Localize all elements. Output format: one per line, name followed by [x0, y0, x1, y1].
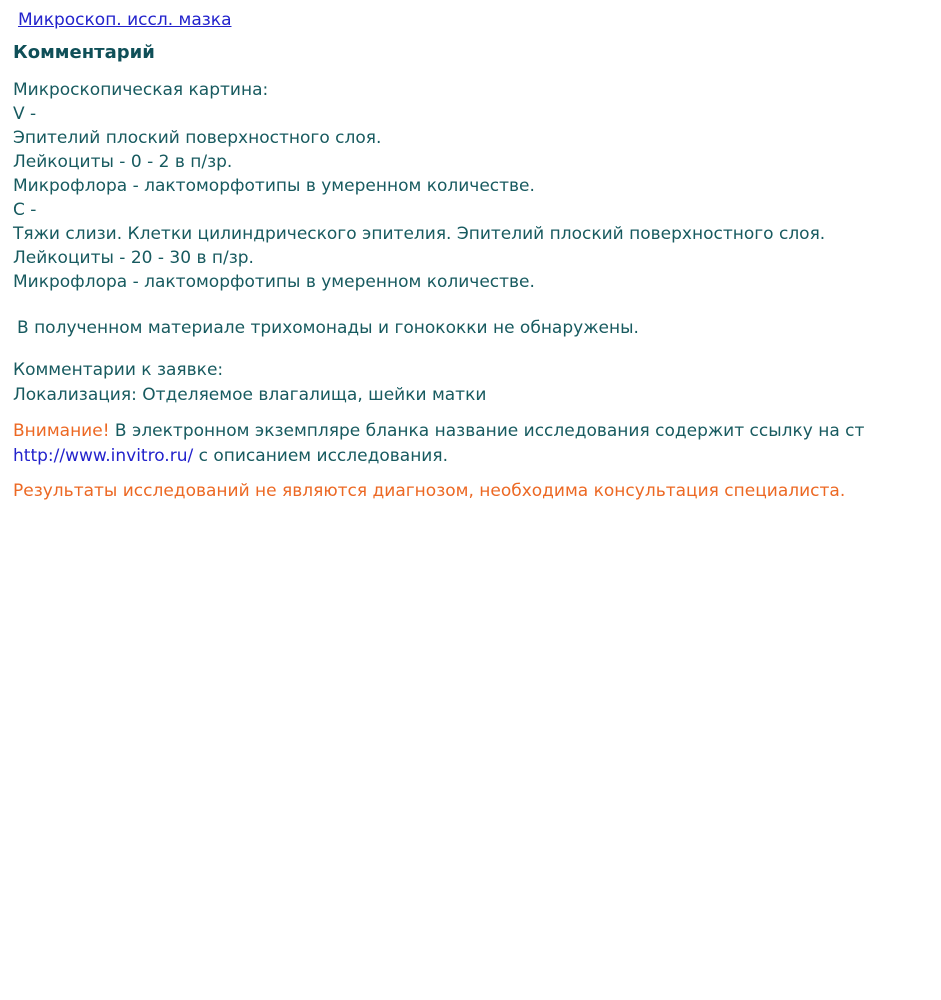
- attention-link-suffix: с описанием исследования.: [198, 446, 448, 466]
- test-name-link[interactable]: Микроскоп. иссл. мазка: [18, 10, 232, 30]
- attention-text: В электронном экземпляре бланка название исследования содержит ссылку на ст: [114, 421, 865, 441]
- comment-line: Лейкоциты - 0 - 2 в п/зр.: [13, 152, 233, 172]
- comment-line: Эпителий плоский поверхностного слоя.: [13, 128, 382, 148]
- invitro-link[interactable]: http://www.invitro.ru/: [13, 446, 194, 466]
- comment-line: Микрофлора - лактоморфотипы в умеренном количестве.: [13, 176, 535, 196]
- comment-line: Микрофлора - лактоморфотипы в умеренном количестве.: [13, 272, 535, 292]
- comment-line: Тяжи слизи. Клетки цилиндрического эпителия. Эпителий плоский поверхностного слоя.: [13, 224, 826, 244]
- comment-heading: Комментарий: [13, 42, 155, 63]
- attention-block: [13, 419, 941, 469]
- test-name-row: [18, 8, 941, 32]
- comment-block: [13, 78, 941, 294]
- localization-text: Локализация: Отделяемое влагалища, шейки матки: [13, 385, 487, 405]
- comment-line: V -: [13, 104, 37, 124]
- attention-label: Внимание!: [13, 421, 110, 441]
- attention-line-1: [13, 419, 941, 444]
- comment-line: Микроскопическая картина:: [13, 80, 269, 100]
- comment-line: C -: [13, 200, 37, 220]
- request-comments-block: [13, 358, 941, 408]
- attention-line-2: [13, 444, 941, 469]
- conclusion-text: В полученном материале трихомонады и гонококки не обнаружены.: [17, 318, 639, 338]
- request-comments-title: Комментарии к заявке:: [13, 360, 224, 380]
- comment-line: Лейкоциты - 20 - 30 в п/зр.: [13, 248, 254, 268]
- disclaimer-text: Результаты исследований не являются диагнозом, необходима консультация специалиста.: [13, 481, 846, 501]
